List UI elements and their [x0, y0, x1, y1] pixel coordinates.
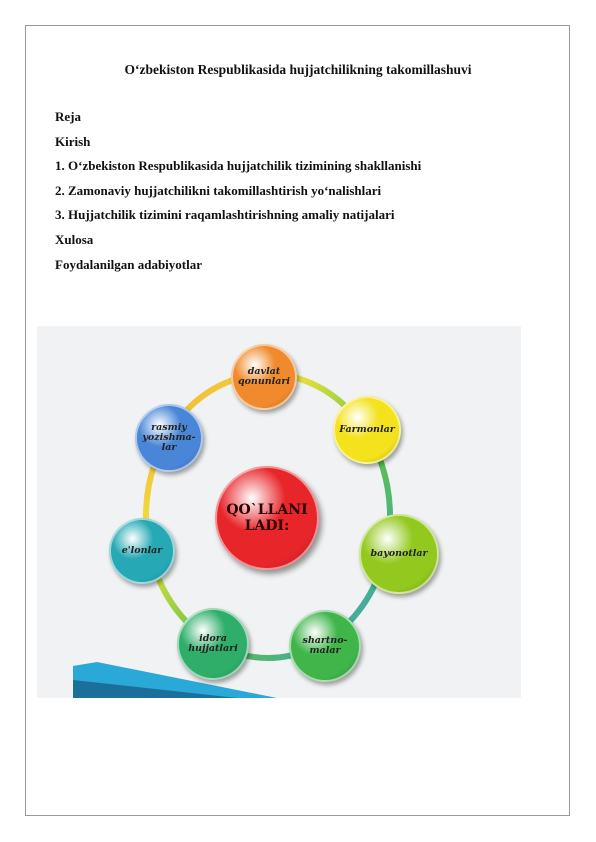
node-label: qonunlari [237, 376, 291, 387]
node-label: malar [309, 645, 341, 656]
cycle-diagram [37, 326, 521, 698]
outline-item-3: 3. Hujjatchilik tizimini raqamlashtirishning amaliy natijalari [55, 207, 395, 223]
node-label: hujjatlari [188, 643, 238, 654]
decorative-corner-shape [37, 658, 297, 698]
node-label: idora [199, 633, 227, 644]
node-idora-hujjatlari [177, 608, 249, 680]
center-node-line2: LADI: [244, 518, 290, 534]
outline-item-1: 1. O‘zbekiston Respublikasida hujjatchilik tizimining shakllanishi [55, 158, 422, 174]
node-label: lar [161, 442, 177, 453]
node-davlat-qonunlari [231, 344, 297, 410]
node-label: bayonotlar [370, 548, 428, 559]
center-node-line1: QO`LLANI [226, 502, 308, 518]
node-rasmiy-yozishmalar [135, 404, 203, 472]
node-label: e'lonlar [121, 545, 163, 556]
outline-item-introduction: Kirish [55, 133, 91, 149]
node-label: Farmonlar [339, 424, 395, 435]
outline-heading: Reja [55, 109, 81, 124]
node-label: rasmiy [151, 422, 187, 433]
node-bayonotlar [359, 514, 439, 594]
center-node [215, 466, 319, 570]
outline [55, 108, 555, 280]
node-label: shartno- [302, 635, 348, 646]
node-label: yozishma- [142, 432, 196, 443]
node-label: davlat [247, 366, 281, 377]
node-shartnomalar [289, 610, 361, 682]
node-farmonlar [333, 396, 401, 464]
document-title: O‘zbekiston Respublikasida hujjatchilikning takomillashuvi [124, 62, 472, 77]
node-elonlar [109, 518, 175, 584]
outline-item-conclusion: Xulosa [55, 231, 94, 247]
outline-item-2: 2. Zamonaviy hujjatchilikni takomillashtirish yo‘nalishlari [55, 182, 382, 198]
outline-item-references: Foydalanilgan adabiyotlar [55, 256, 202, 272]
